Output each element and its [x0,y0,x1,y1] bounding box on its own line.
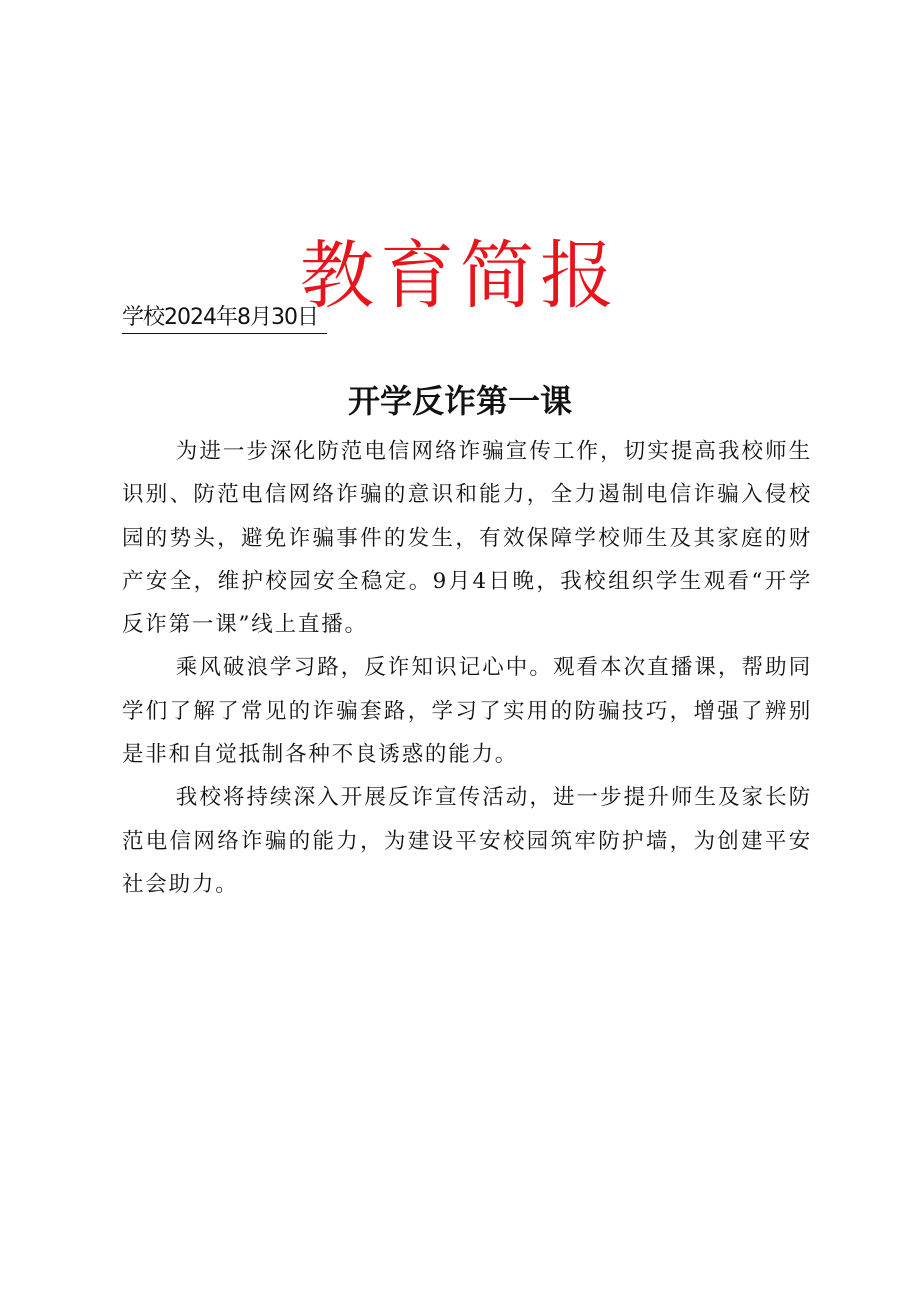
paragraph-3: 我校将持续深入开展反诈宣传活动，进一步提升师生及家长防范电信网络诈骗的能力，为建设平安校园筑牢防护墙，为创建平安社会助力。 [122,785,812,897]
masthead-title: 教育简报 [300,232,620,319]
paragraph-1: 为进一步深化防范电信网络诈骗宣传工作，切实提高我校师生识别、防范电信网络诈骗的意识和能力，全力遏制电信诈骗入侵校园的势头，避免诈骗事件的发生，有效保障学校师生及其家庭的财产安全，维护校园安全稳定。9月4日晚，我校组织学生观看“开学反诈第一课”线上直播。 [122,439,812,638]
dateline: 学校2024年8月30日 [122,305,318,330]
dateline-underline [122,333,327,334]
article-body [122,430,812,906]
paragraph-2: 乘风破浪学习路，反诈知识记心中。观看本次直播课，帮助同学们了解了常见的诈骗套路，学习了实用的防骗技巧，增强了辨别是非和自觉抵制各种不良诱惑的能力。 [122,655,812,768]
article-title: 开学反诈第一课 [347,381,572,420]
